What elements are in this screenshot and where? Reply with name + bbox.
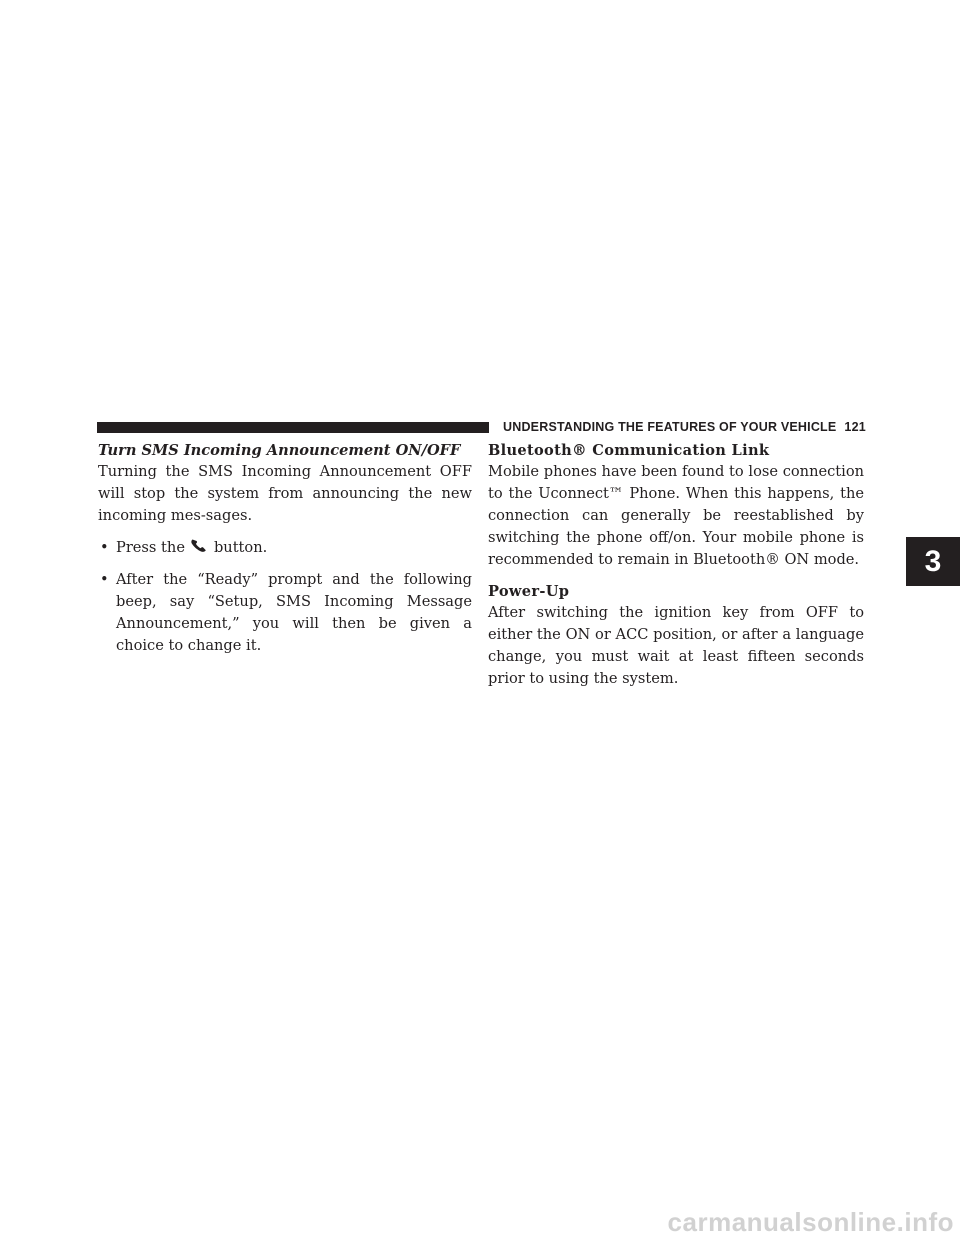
right-column: [488, 441, 864, 690]
bluetooth-paragraph: Mobile phones have been found to lose connection to the Uconnect™ Phone. When this happens, the connection can generally be reestablished by switching the phone off/on. Your mobile phone is recommended to remain in Bluetooth® ON mode.: [488, 463, 864, 568]
sms-steps-list: [98, 537, 472, 657]
power-up-paragraph: After switching the ignition key from OFF to either the ON or ACC position, or after a language change, you must wait at least fifteen seconds prior to using the system.: [488, 604, 864, 687]
watermark: carmanualsonline.info: [667, 1207, 954, 1237]
list-item: [98, 569, 472, 657]
phone-icon: [189, 538, 209, 553]
ready-prompt-text: After the “Ready” prompt and the following beep, say “Setup, SMS Incoming Message Announcement,” you will then be given a choice to change it.: [116, 571, 472, 654]
press-text: Press the: [116, 539, 185, 556]
bullet-icon: •: [100, 571, 109, 588]
sms-announcement-heading: Turn SMS Incoming Announcement ON/OFF: [98, 442, 461, 459]
running-header: [503, 420, 868, 435]
bullet-icon: •: [100, 539, 109, 556]
section-title: UNDERSTANDING THE FEATURES OF YOUR VEHICLE: [503, 420, 837, 434]
power-up-heading: Power-Up: [488, 583, 570, 600]
list-item: [98, 537, 472, 559]
bluetooth-heading: Bluetooth® Communication Link: [488, 442, 770, 459]
left-column: [98, 441, 472, 657]
header-rule-bar: [97, 422, 489, 433]
chapter-tab: 3: [906, 537, 960, 586]
page-number: 121: [844, 420, 866, 434]
button-text: button.: [213, 539, 268, 556]
sms-announcement-paragraph: Turning the SMS Incoming Announcement OFF will stop the system from announcing the new incoming mes-sages.: [98, 463, 472, 524]
